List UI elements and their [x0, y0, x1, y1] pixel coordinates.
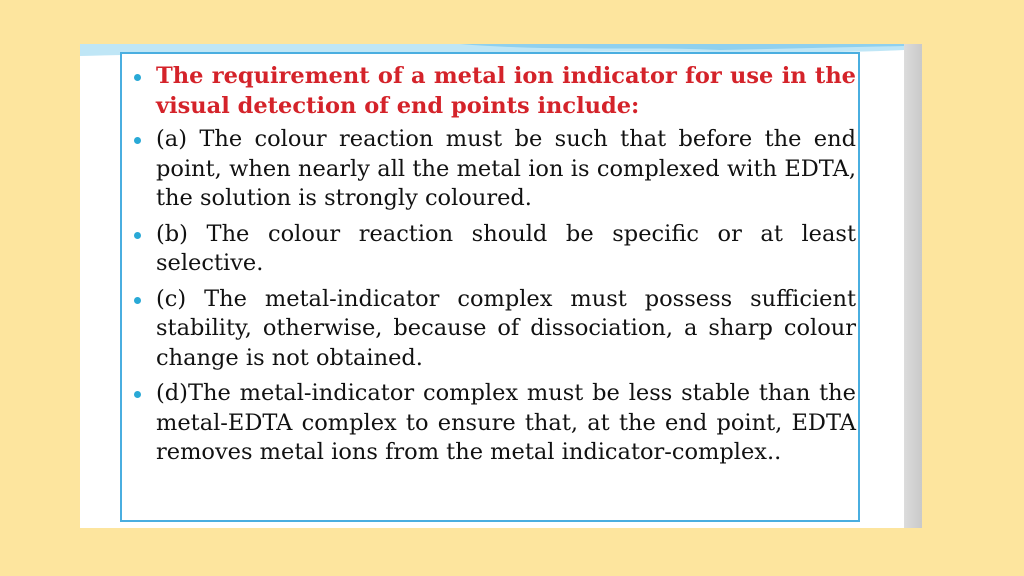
heading-text: The requirement of a metal ion indicator for use in the visual detection of end points include:: [156, 63, 856, 119]
bullet-point-d: [134, 379, 856, 468]
content-box: [120, 52, 860, 522]
bullet-dot-icon: [134, 391, 141, 398]
bullet-text: (b) The colour reaction should be specific or at least selective.: [156, 220, 856, 276]
slide-shadow: [904, 44, 922, 528]
bullet-text: (a) The colour reaction must be such that before the end point, when nearly all the metal ion is complexed with EDTA, the solution is strongly coloured.: [156, 126, 856, 211]
heading-bullet: [134, 62, 856, 121]
bullet-point-c: [134, 285, 856, 374]
bullet-list: [134, 62, 856, 474]
bullet-text: (d)The metal-indicator complex must be less stable than the metal-EDTA complex to ensure that, at the end point, EDTA removes metal ions from the metal indicator-complex..: [156, 380, 856, 465]
bullet-dot-icon: [134, 232, 141, 239]
bullet-dot-icon: [134, 74, 141, 81]
bullet-dot-icon: [134, 297, 141, 304]
bullet-point-a: [134, 125, 856, 214]
bullet-text: (c) The metal-indicator complex must possess sufficient stability, otherwise, because of dissociation, a sharp colour change is not obtained.: [156, 285, 856, 371]
bullet-point-b: [134, 220, 856, 279]
bullet-dot-icon: [134, 137, 141, 144]
